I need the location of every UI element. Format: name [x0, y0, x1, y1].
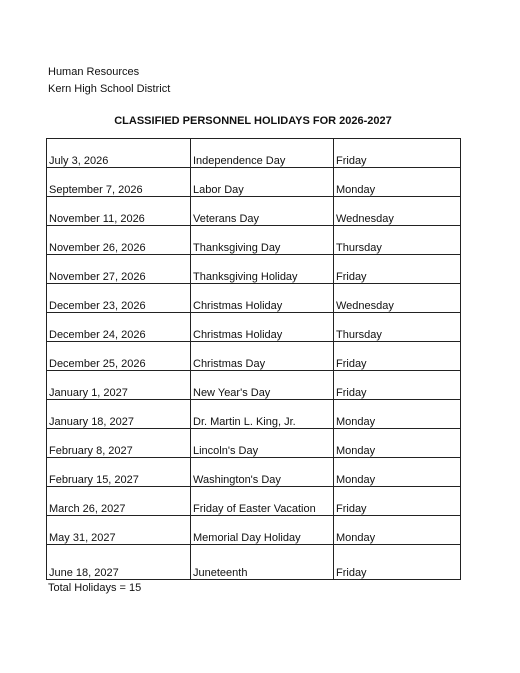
holiday-weekday-cell: Friday [334, 342, 461, 371]
holiday-date-cell: September 7, 2026 [47, 168, 191, 197]
table-row [47, 284, 461, 313]
table-row [47, 139, 461, 168]
holiday-weekday-cell: Friday [334, 487, 461, 516]
holiday-name-cell: Thanksgiving Holiday [191, 255, 334, 284]
table-row [47, 545, 461, 580]
table-row [47, 429, 461, 458]
holiday-weekday-cell: Monday [334, 516, 461, 545]
holiday-date-cell: January 1, 2027 [47, 371, 191, 400]
table-row [47, 400, 461, 429]
table-row [47, 168, 461, 197]
holiday-date-cell: March 26, 2027 [47, 487, 191, 516]
holiday-weekday-cell: Thursday [334, 226, 461, 255]
holiday-date-cell: December 24, 2026 [47, 313, 191, 342]
holiday-weekday-cell: Friday [334, 371, 461, 400]
table-row [47, 255, 461, 284]
holiday-weekday-cell: Monday [334, 458, 461, 487]
holiday-name-cell: Christmas Day [191, 342, 334, 371]
holiday-name-cell: Christmas Holiday [191, 313, 334, 342]
holiday-name-cell: Friday of Easter Vacation [191, 487, 334, 516]
holiday-name-cell: Thanksgiving Day [191, 226, 334, 255]
table-row [47, 516, 461, 545]
holiday-date-cell: May 31, 2027 [47, 516, 191, 545]
holiday-date-cell: June 18, 2027 [47, 545, 191, 580]
holiday-name-cell: Juneteenth [191, 545, 334, 580]
table-row [47, 371, 461, 400]
holiday-date-cell: December 25, 2026 [47, 342, 191, 371]
holiday-name-cell: Labor Day [191, 168, 334, 197]
document-title: CLASSIFIED PERSONNEL HOLIDAYS FOR 2026-2027 [114, 115, 392, 127]
department-name: Human Resources [48, 66, 140, 78]
holiday-table [46, 138, 461, 580]
holiday-weekday-cell: Thursday [334, 313, 461, 342]
table-row [47, 197, 461, 226]
holiday-weekday-cell: Friday [334, 255, 461, 284]
holiday-date-cell: November 27, 2026 [47, 255, 191, 284]
holiday-weekday-cell: Monday [334, 168, 461, 197]
holiday-weekday-cell: Friday [334, 139, 461, 168]
table-row [47, 342, 461, 371]
holiday-name-cell: Washington's Day [191, 458, 334, 487]
holiday-name-cell: Dr. Martin L. King, Jr. [191, 400, 334, 429]
total-holidays: Total Holidays = 15 [48, 582, 142, 594]
holiday-date-cell: February 15, 2027 [47, 458, 191, 487]
holiday-name-cell: Lincoln's Day [191, 429, 334, 458]
holiday-weekday-cell: Monday [334, 429, 461, 458]
holiday-date-cell: December 23, 2026 [47, 284, 191, 313]
holiday-name-cell: Independence Day [191, 139, 334, 168]
table-row [47, 313, 461, 342]
holiday-name-cell: Veterans Day [191, 197, 334, 226]
holiday-weekday-cell: Monday [334, 400, 461, 429]
organization-name: Kern High School District [48, 83, 171, 95]
holiday-name-cell: New Year's Day [191, 371, 334, 400]
holiday-table-body [47, 139, 461, 580]
holiday-date-cell: July 3, 2026 [47, 139, 191, 168]
holiday-name-cell: Memorial Day Holiday [191, 516, 334, 545]
table-row [47, 487, 461, 516]
holiday-date-cell: February 8, 2027 [47, 429, 191, 458]
holiday-weekday-cell: Wednesday [334, 284, 461, 313]
table-row [47, 458, 461, 487]
holiday-date-cell: November 11, 2026 [47, 197, 191, 226]
holiday-date-cell: November 26, 2026 [47, 226, 191, 255]
holiday-date-cell: January 18, 2027 [47, 400, 191, 429]
holiday-weekday-cell: Wednesday [334, 197, 461, 226]
table-row [47, 226, 461, 255]
holiday-weekday-cell: Friday [334, 545, 461, 580]
holiday-name-cell: Christmas Holiday [191, 284, 334, 313]
